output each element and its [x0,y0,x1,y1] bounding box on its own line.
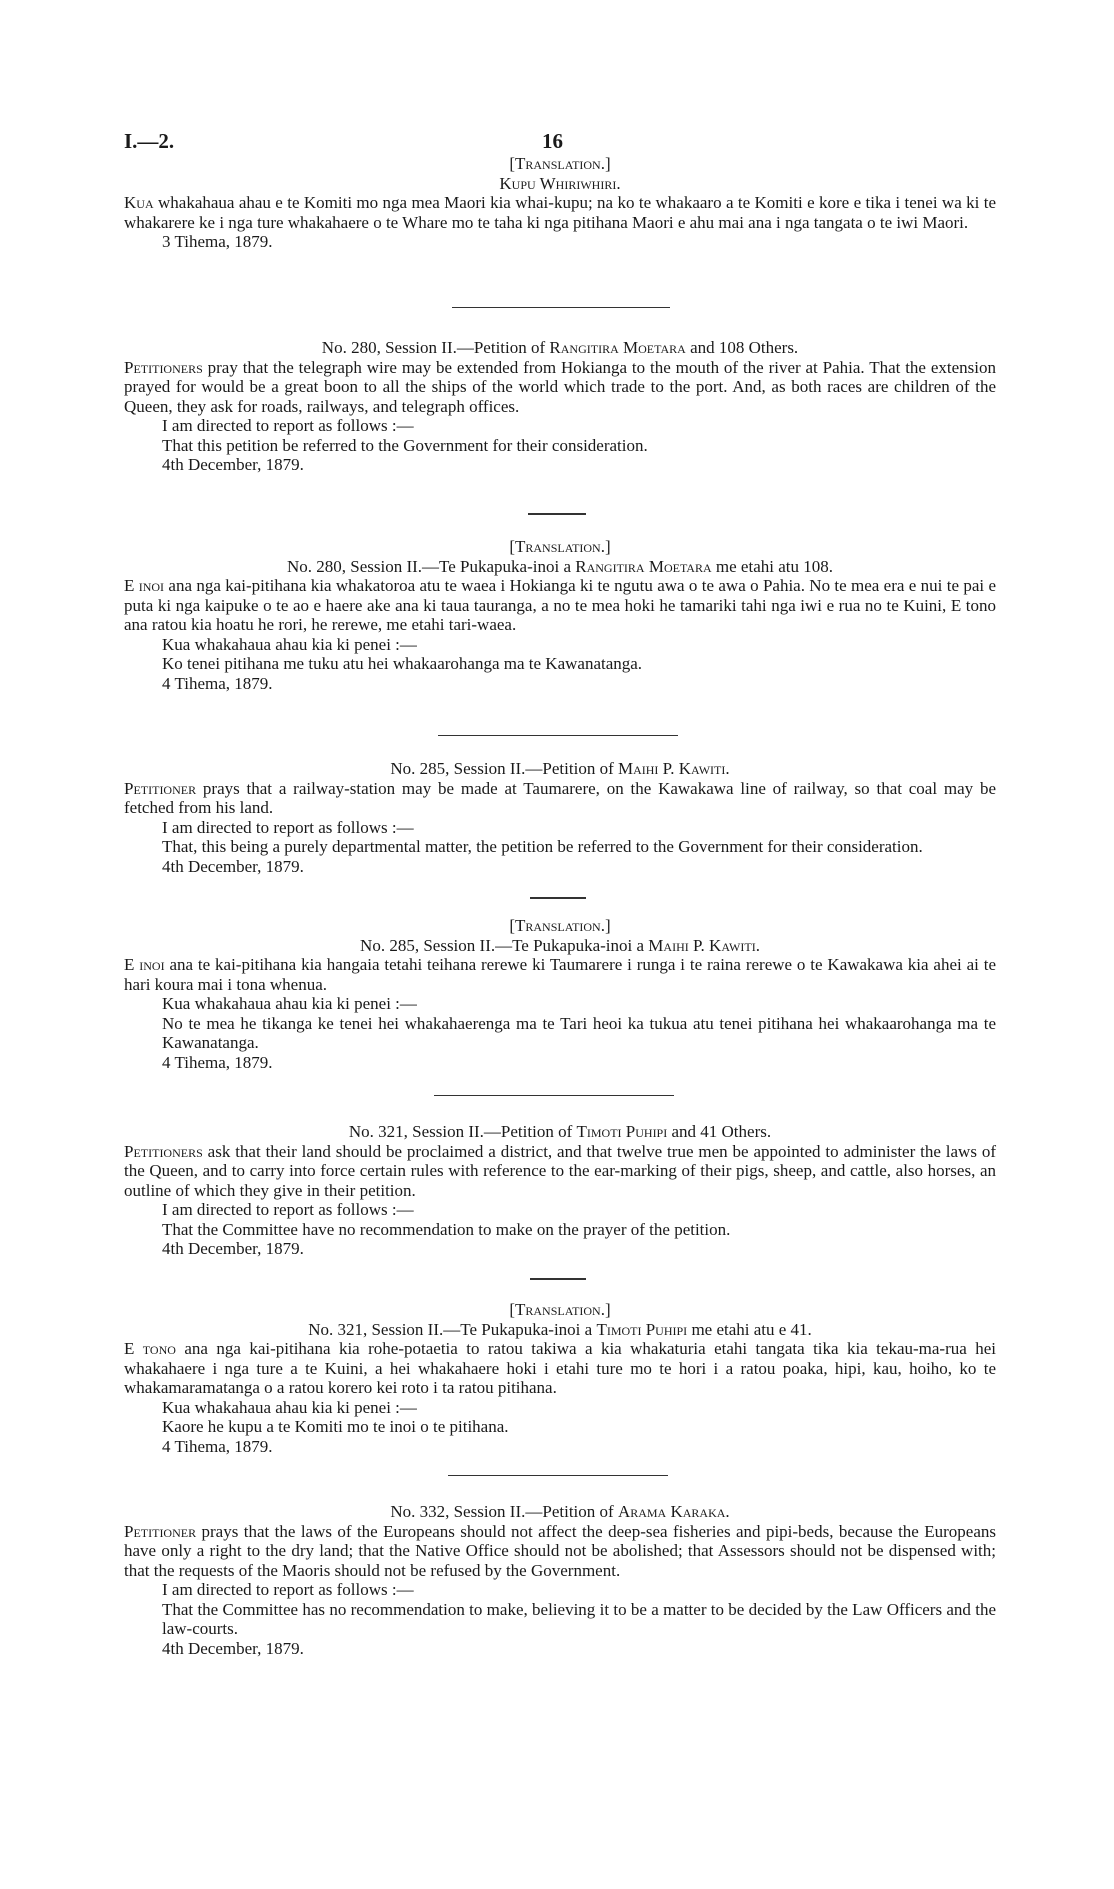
directed-line: I am directed to report as follows :— [162,416,414,435]
section-subheading: Kupu Whiriwhiri. [499,173,621,193]
section-translation-1 [124,154,996,252]
date-line: 4 Tihema, 1879. [162,673,273,693]
report-text: That, this being a purely departmental matter, the petition be referred to the Government for their consideration. [162,837,923,856]
directed-line: I am directed to report as follows :— [162,1200,414,1219]
section-translation-321 [124,1300,996,1456]
petition-body [124,358,996,417]
directed-line: Kua whakahaua ahau kia ki penei :— [162,994,417,1013]
directed-line: Kua whakahaua ahau kia ki penei :— [162,1397,417,1417]
petition-title [124,936,996,956]
section-petition-332 [124,1502,996,1658]
section-translation-280 [124,537,996,693]
title-prefix: No. 285, Session II.—Te Pukapuka-inoi a [360,935,649,955]
report-text: Ko tenei pitihana me tuku atu hei whakaarohanga ma te Kawanatanga. [162,654,643,673]
petition-body [124,1142,996,1201]
petitioner-name: Maihi P. Kawiti [648,935,756,955]
title-prefix: No. 321, Session II.—Te Pukapuka-inoi a [308,1319,597,1339]
section-petition-321 [124,1122,996,1259]
translation-heading: [Translation.] [509,1300,611,1319]
date-line: 4 Tihema, 1879. [162,1052,273,1072]
body-text: ana nga kai-pitihana kia rohe-potaetia to ratou takiwa a kia whakaturia etahi tangata tika kia tekau-ma-rua hei whakahaere i nga ture a te Kuini, a hei whakahaere hoki i etahi ture mo te hori i a ratou poaka, hipi, kau, hoiho, ko te whakamaramatanga o a ratou korero kei roto i ta ratou pitihana. [124,1339,996,1397]
body-text: pray that the telegraph wire may be extended from Hokianga to the mouth of the river at Pahia. That the extension prayed for would be a great boon to all the ships of the world which trade to the port. And, as both races are children of the Queen, they ask for roads, railways, and telegraph offices. [124,357,996,416]
date-line: 4th December, 1879. [162,455,304,474]
lead-word: E tono [124,1339,176,1358]
petition-title [124,759,996,779]
petition-body [124,955,996,994]
section-divider [434,1095,674,1096]
report-text: That the Committee has no recommendation to make, believing it to be a matter to be decided by the Law Officers and the law-courts. [162,1599,996,1638]
lead-word: Kua [124,193,154,212]
directed-line: I am directed to report as follows :— [162,817,414,837]
petition-body [124,1522,996,1581]
body-text: whakahaua ahau e te Komiti mo nga mea Maori kia whai-kupu; na ko te whakaaro a te Komiti e kore e tika i tenei wa ki te whakarere ke i nga ture whakahaere o te Whare mo te taha ki nga pitihana Maori e ahu mai ana i nga tangata o te iwi Maori. [124,193,996,232]
petition-title [124,338,996,358]
petition-title [124,557,996,577]
section-divider [438,735,678,736]
body-text: ask that their land should be proclaimed a district, and that twelve true men be appointed to administer the laws of the Queen, and to carry into force certain rules with reference to the ear-marking of their pigs, sheep, and cattle, also horses, an outline of which they give in their petition. [124,1141,996,1200]
title-suffix: . [725,759,730,778]
lead-word: E inoi [124,955,165,974]
petition-title [124,1122,996,1142]
petitioner-name: Rangitira Moetara [549,338,686,357]
section-petition-280 [124,338,996,475]
date-line: 3 Tihema, 1879. [162,232,273,251]
report-text: Kaore he kupu a te Komiti mo te inoi o te pitihana. [162,1417,509,1436]
title-prefix: No. 280, Session II.—Petition of [321,338,550,357]
title-suffix: me etahi atu e 41. [687,1319,812,1339]
title-prefix: No. 285, Session II.—Petition of [390,759,618,778]
petition-body [124,193,996,232]
title-prefix: No. 332, Session II.—Petition of [390,1502,618,1521]
body-text: prays that the laws of the Europeans should not affect the deep-sea fisheries and pipi-beds, because the Europeans have only a right to the dry land; that the Native Office should not be abolished; that Assessors should not be dispensed with; that the requests of the Maoris should not be refused by the Government. [124,1521,996,1580]
section-divider [530,897,586,899]
title-suffix: and 41 Others. [667,1122,772,1141]
document-reference: I.—2. [124,129,175,153]
petition-title [124,1320,996,1340]
petition-body [124,576,996,635]
body-text: ana nga kai-pitihana kia whakatoroa atu te waea i Hokianga ki te ngutu awa o te awa o Pahia. No te mea era e nui te pai e puta ki nga kaipuke o te ao e haere ake ana ki taua tauranga, a no te mea hoki he tamariki tahi nga iwi e rua no te Kuini, E tono ana ratou kia hoatu he rori, he rerewe, me etahi tari-waea. [124,576,996,634]
translation-heading: [Translation.] [509,537,611,556]
title-prefix: No. 280, Session II.—Te Pukapuka-inoi a [287,556,576,576]
lead-word: Petitioners [124,357,203,377]
report-text: That this petition be referred to the Government for their consideration. [162,435,648,455]
title-suffix: . [725,1502,730,1521]
petitioner-name: Arama Karaka [617,1502,726,1521]
title-suffix: me etahi atu 108. [711,556,833,576]
date-line: 4 Tihema, 1879. [162,1436,273,1456]
section-petition-285 [124,759,996,876]
title-suffix: . [755,935,760,955]
title-suffix: and 108 Others. [685,338,799,357]
lead-word: Petitioner [124,1521,197,1541]
petition-body [124,779,996,818]
petition-title [124,1502,996,1522]
petitioner-name: Maihi P. Kawiti [617,759,726,778]
petition-body [124,1339,996,1398]
directed-line: I am directed to report as follows :— [162,1580,414,1599]
directed-line: Kua whakahaua ahau kia ki penei :— [162,634,417,654]
title-prefix: No. 321, Session II.—Petition of [348,1122,577,1141]
section-translation-285 [124,916,996,1072]
section-divider [452,307,670,308]
report-text: No te mea he tikanga ke tenei hei whakahaerenga ma te Tari heoi ka tukua atu tenei pitihana hei whakaarohanga ma te Kawanatanga. [162,1013,996,1052]
body-text: prays that a railway-station may be made at Taumarere, on the Kawakawa line of railway, so that coal may be fetched from his land. [124,778,996,817]
translation-heading: [Translation.] [509,916,611,935]
section-divider [528,513,586,515]
section-divider [530,1278,586,1280]
date-line: 4th December, 1879. [162,1638,304,1658]
lead-word: Petitioner [124,778,197,798]
petitioner-name: Timoti Puhipi [596,1319,688,1339]
petitioner-name: Rangitira Moetara [575,556,712,576]
lead-word: Petitioners [124,1141,203,1161]
date-line: 4th December, 1879. [162,856,304,876]
section-divider [448,1475,668,1476]
translation-heading: [Translation.] [509,154,611,173]
petitioner-name: Timoti Puhipi [576,1122,668,1141]
report-text: That the Committee have no recommendation to make on the prayer of the petition. [162,1219,731,1239]
page-number: 16 [542,129,563,153]
lead-word: E inoi [124,576,165,595]
date-line: 4th December, 1879. [162,1239,304,1258]
body-text: ana te kai-pitihana kia hangaia tetahi teihana rerewe ki Taumarere i runga i te raina rerewe o te Kawakawa kia ahei ai te hari koura mai i tona whenua. [124,955,996,994]
